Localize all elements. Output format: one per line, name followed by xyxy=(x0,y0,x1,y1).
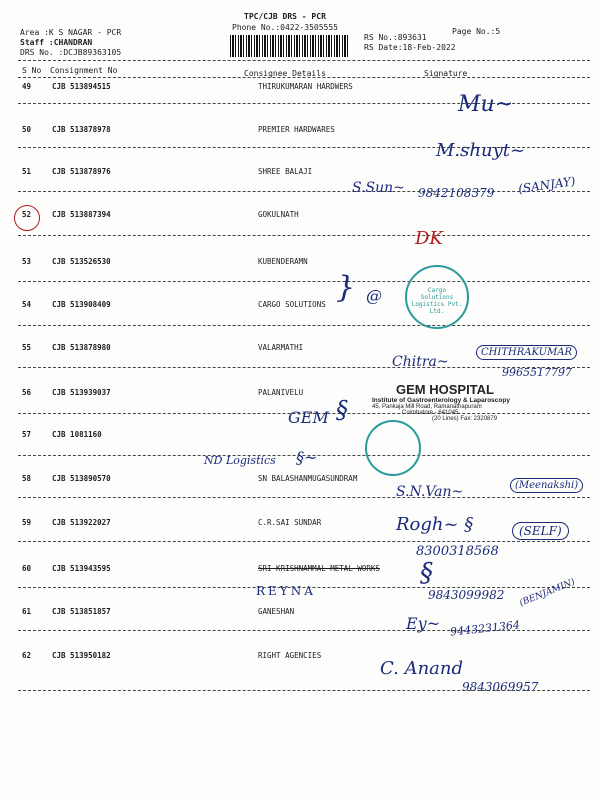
row-sno: 60 xyxy=(22,564,32,573)
table-row xyxy=(0,300,600,314)
phone-61: 9443231364 xyxy=(449,618,521,639)
self-59: (SELF) xyxy=(512,522,569,540)
row-consignment: CJB 513939037 xyxy=(52,388,111,397)
row-sno: 50 xyxy=(22,125,32,134)
table-row xyxy=(0,564,600,578)
table-row xyxy=(0,430,600,444)
brace-53-54: } xyxy=(336,270,356,305)
name-51: (SANJAY) xyxy=(517,174,577,196)
row-divider xyxy=(18,325,590,326)
row-sno: 51 xyxy=(22,167,32,176)
signature-61: Ey~ xyxy=(406,614,441,633)
gem-hospital-stamp: GEM HOSPITAL Institute of Gastroenterology & Laparoscopy 45, Pankaja Mill Road, Ramanathapuram Coimbatore - 641045. (20 Lines) Fax: 2320879 xyxy=(372,382,510,422)
row-consignment: CJB 513943595 xyxy=(52,564,111,573)
row-consignment: CJB 513887394 xyxy=(52,210,111,219)
row-divider xyxy=(18,541,590,542)
row-consignee: RIGHT AGENCIES xyxy=(258,651,322,660)
name-60: (BENJAMIN) xyxy=(518,577,577,609)
nd-logistics-57: ND Logistics xyxy=(204,454,276,467)
signature-51: S.Sun~ xyxy=(352,180,405,196)
row-sno: 49 xyxy=(22,82,32,91)
area-label: Area :K S NAGAR - PCR xyxy=(20,28,122,37)
row-consignment: CJB 1081160 xyxy=(52,430,102,439)
row-consignee: VALARMATHI xyxy=(258,343,304,352)
phone-55: 9965517797 xyxy=(502,366,572,379)
col-consignment: Consignment No xyxy=(50,66,118,75)
phone-51: 9842108379 xyxy=(418,186,495,200)
row-consignment: CJB 513526530 xyxy=(52,257,111,266)
signature-59: Rogh~ § xyxy=(396,514,474,535)
table-row xyxy=(0,651,600,665)
row-consignment: CJB 513851857 xyxy=(52,607,111,616)
row-divider xyxy=(18,191,590,192)
nd-logistics-stamp xyxy=(365,420,421,476)
row-sno: 57 xyxy=(22,430,32,439)
col-consignee: Consignee Details xyxy=(244,69,326,78)
table-row xyxy=(0,210,600,224)
row-consignment: CJB 513878978 xyxy=(52,125,111,134)
row-52-circle-mark xyxy=(14,205,40,231)
row-sno: 62 xyxy=(22,651,32,660)
sheet-title: TPC/CJB DRS - PCR xyxy=(244,12,326,21)
row-sno: 54 xyxy=(22,300,32,309)
row-divider xyxy=(18,497,590,498)
reyna-60: REYNA xyxy=(256,584,316,598)
signature-56: § xyxy=(336,396,348,424)
rs-date: RS Date:18-Feb-2022 xyxy=(364,43,456,52)
row-consignee: KUBENDERAMN xyxy=(258,257,308,266)
signature-58: S.N.Van~ xyxy=(396,484,464,500)
row-sno: 55 xyxy=(22,343,32,352)
row-consignee: PALANIVELU xyxy=(258,388,304,397)
name-55: CHITHRAKUMAR xyxy=(476,345,577,360)
row-sno: 53 xyxy=(22,257,32,266)
row-consignment: CJB 513922027 xyxy=(52,518,111,527)
gem-handwriting-56: GEM xyxy=(288,408,329,427)
signature-50: M.shuyt~ xyxy=(436,140,526,161)
col-signature: Signature xyxy=(424,69,468,78)
row-consignment: CJB 513878976 xyxy=(52,167,111,176)
row-consignee: GANESHAN xyxy=(258,607,295,616)
phone-59: 8300318568 xyxy=(416,544,499,559)
table-row xyxy=(0,518,600,532)
row-consignment: CJB 513950182 xyxy=(52,651,111,660)
signature-54: @ xyxy=(366,286,382,305)
phone-60: 9843099982 xyxy=(428,588,505,602)
barcode xyxy=(230,35,350,57)
signature-55: Chitra~ xyxy=(392,354,449,370)
rs-number: RS No.:893631 xyxy=(364,33,427,42)
name-58: (Meenakshi) xyxy=(510,478,583,493)
signature-49: Mu~ xyxy=(458,92,514,117)
row-divider xyxy=(18,281,590,282)
drs-number: DRS No. :DCJB89363105 xyxy=(20,48,122,57)
row-consignee: SHREE BALAJI xyxy=(258,167,313,176)
row-consignee: SN BALASHANMUGASUNDRAM xyxy=(258,474,358,483)
initials-53: DK xyxy=(415,228,443,249)
row-consignee: PREMIER HARDWARES xyxy=(258,125,335,134)
signature-60: § xyxy=(420,558,433,588)
row-sno: 59 xyxy=(22,518,32,527)
row-consignment: CJB 513890570 xyxy=(52,474,111,483)
table-row xyxy=(0,125,600,139)
row-divider xyxy=(18,235,590,236)
row-consignment: CJB 513878980 xyxy=(52,343,111,352)
staff-label: Staff :CHANDRAN xyxy=(20,38,93,47)
row-consignee: C.R.SAI SUNDAR xyxy=(258,518,322,527)
row-sno: 52 xyxy=(22,210,32,219)
page-number: Page No.:5 xyxy=(452,27,501,36)
row-consignee: CARGO SOLUTIONS xyxy=(258,300,326,309)
table-row xyxy=(0,167,600,181)
row-sno: 58 xyxy=(22,474,32,483)
header-divider xyxy=(18,60,590,61)
cargo-solutions-stamp: Cargo Solutions Logistics Pvt. Ltd. xyxy=(405,265,469,329)
column-divider xyxy=(18,77,590,78)
row-consignment: CJB 513894515 xyxy=(52,82,111,91)
bottom-divider xyxy=(18,690,590,691)
phone-62: 9843069957 xyxy=(462,680,539,694)
row-consignment: CJB 513908409 xyxy=(52,300,111,309)
row-consignee: GOKULNATH xyxy=(258,210,299,219)
row-sno: 56 xyxy=(22,388,32,397)
signature-57: §~ xyxy=(296,448,318,467)
signature-62: C. Anand xyxy=(380,658,464,679)
col-sno: S No xyxy=(22,66,42,75)
row-sno: 61 xyxy=(22,607,32,616)
row-consignee: THIRUKUMARAN HARDWERS xyxy=(258,82,353,91)
table-row xyxy=(0,257,600,271)
phone-number: Phone No.:0422-3505555 xyxy=(232,23,338,32)
row-consignee: SRI KRISHNAMMAL METAL WORKS xyxy=(258,564,380,573)
